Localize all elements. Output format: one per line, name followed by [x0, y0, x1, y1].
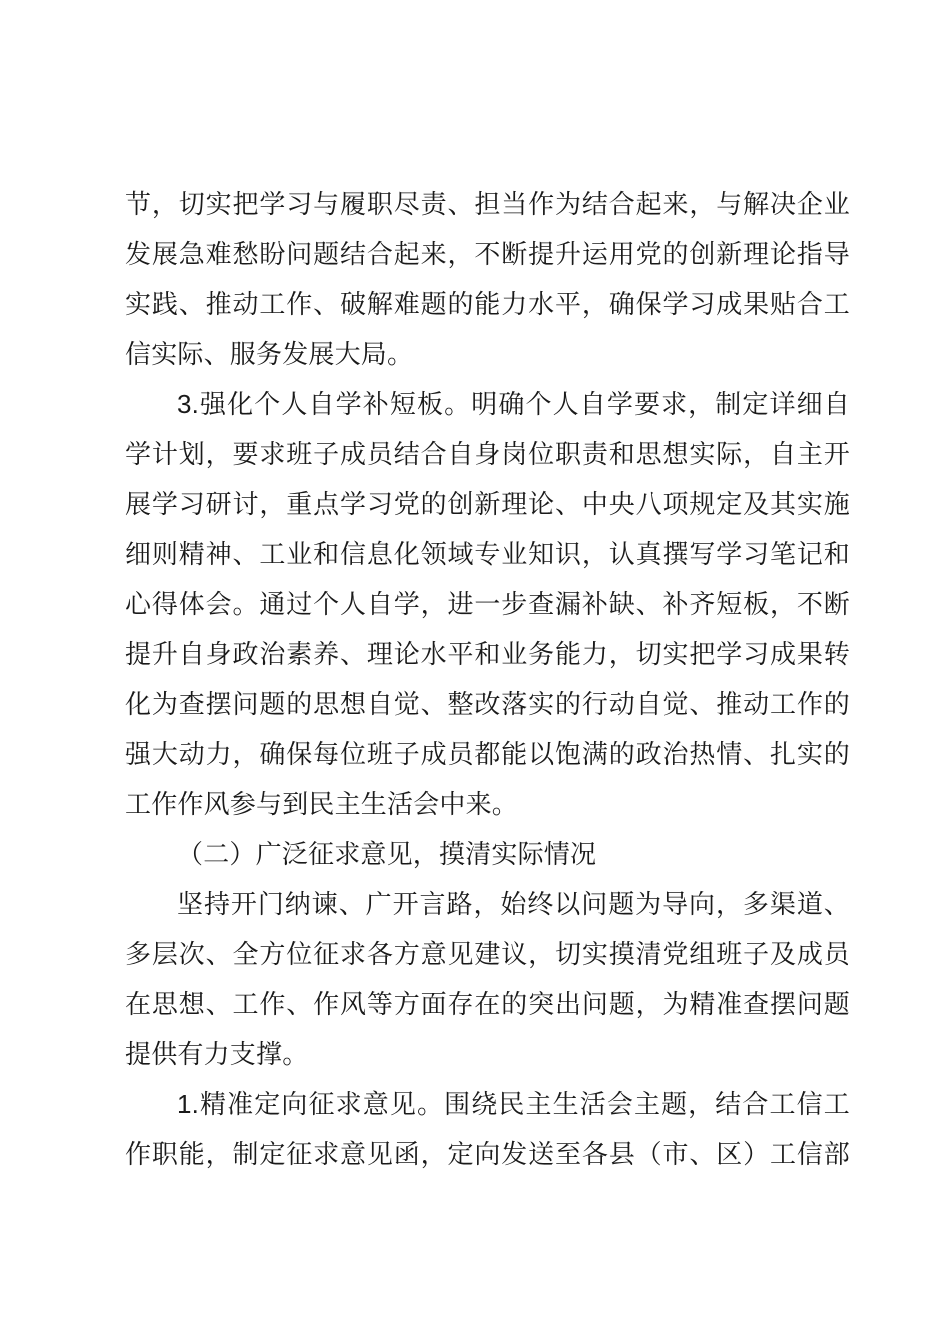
text-line: 提供有力支撑。 [125, 1039, 309, 1069]
text-line: 提升自身政治素养、理论水平和业务能力，切实把学习成果转 [125, 639, 850, 669]
text-line: 发展急难愁盼问题结合起来，不断提升运用党的创新理论指导 [125, 239, 850, 269]
text-line: 作职能，制定征求意见函，定向发送至各县（市、区）工信部 [125, 1139, 850, 1169]
section-heading: （二）广泛征求意见，摸清实际情况 [177, 839, 597, 869]
text-line: 细则精神、工业和信息化领域专业知识，认真撰写学习笔记和 [125, 539, 850, 569]
text-line: 化为查摆问题的思想自觉、整改落实的行动自觉、推动工作的 [125, 689, 850, 719]
text-line: 学计划，要求班子成员结合自身岗位职责和思想实际，自主开 [125, 439, 850, 469]
text-line: 1.精准定向征求意见。围绕民主生活会主题，结合工信工 [177, 1089, 850, 1119]
text-line: 3.强化个人自学补短板。明确个人自学要求，制定详细自 [177, 389, 850, 419]
text-line: 工作作风参与到民主生活会中来。 [125, 789, 519, 819]
text-line: 节，切实把学习与履职尽责、担当作为结合起来，与解决企业 [125, 189, 850, 219]
text-line: 信实际、服务发展大局。 [125, 339, 414, 369]
text-line: 实践、推动工作、破解难题的能力水平，确保学习成果贴合工 [125, 289, 850, 319]
text-line: 坚持开门纳谏、广开言路，始终以问题为导向，多渠道、 [177, 889, 850, 919]
document-text-block [125, 179, 850, 1179]
text-line: 心得体会。通过个人自学，进一步查漏补缺、补齐短板，不断 [125, 589, 850, 619]
text-line: 在思想、工作、作风等方面存在的突出问题，为精准查摆问题 [125, 989, 850, 1019]
text-line: 多层次、全方位征求各方意见建议，切实摸清党组班子及成员 [125, 939, 850, 969]
text-line: 强大动力，确保每位班子成员都能以饱满的政治热情、扎实的 [125, 739, 850, 769]
text-line: 展学习研讨，重点学习党的创新理论、中央八项规定及其实施 [125, 489, 850, 519]
